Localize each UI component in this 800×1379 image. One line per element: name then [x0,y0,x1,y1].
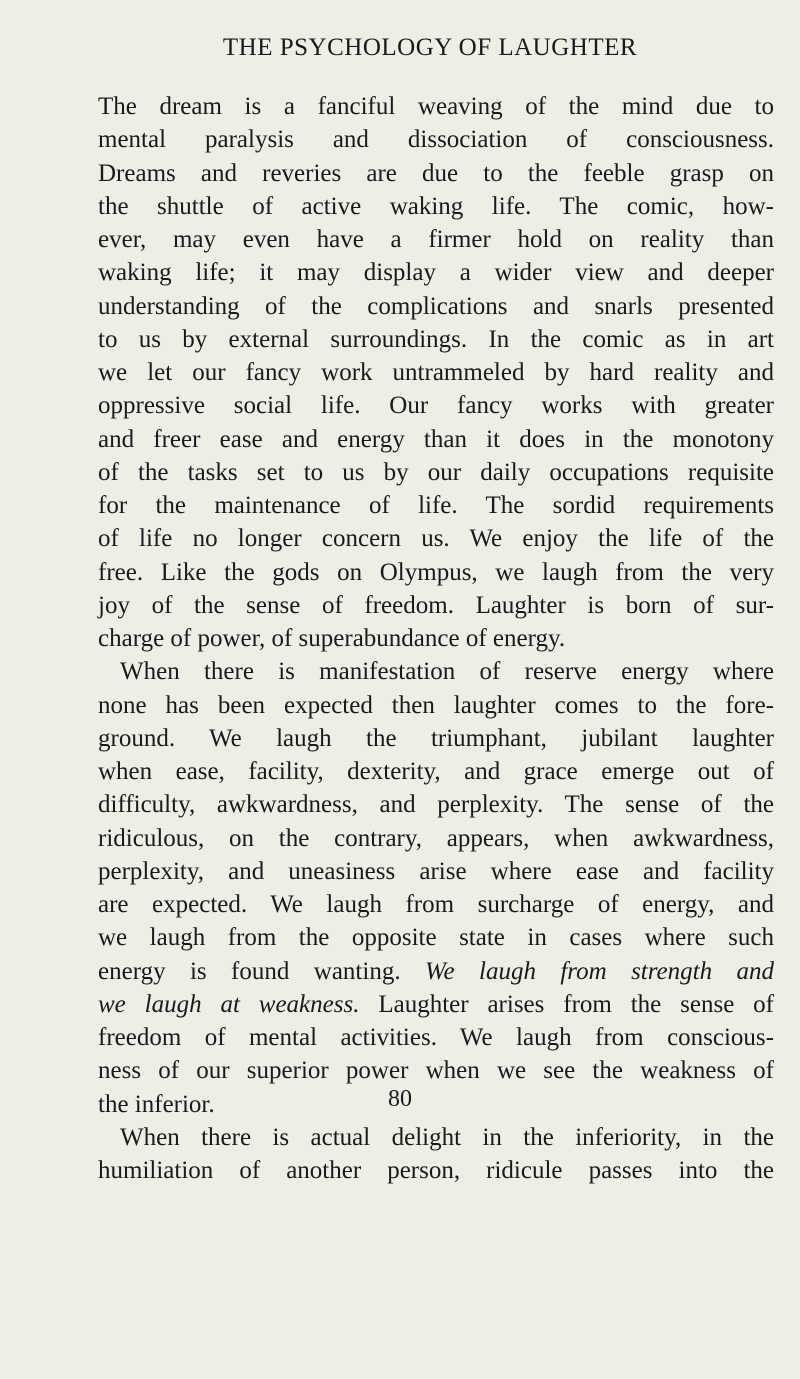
text-line: none has been expected then laughter comes to the fore- [98,691,774,719]
text-line: freedom of mental activities. We laugh from conscious- [98,1024,774,1051]
text-line: mental paralysis and dissociation of consciousness. [98,126,774,154]
text-line: Dreams and reveries are due to the feeble grasp on [98,159,774,187]
text-line: perplexity, and uneasiness arise where ease and facility [98,857,774,885]
text-line: free. Like the gods on Olympus, we laugh from the very [98,558,774,586]
text-line: ness of our superior power when we see the weakness of [98,1057,774,1085]
text-line: When there is manifestation of reserve energy where [120,658,774,686]
text-line: the inferior. [98,1090,215,1118]
text-line: the shuttle of active waking life. The comic, how- [98,192,774,220]
text-line: and freer ease and energy than it does in the monotony [98,425,774,453]
text-line: waking life; it may display a wider view and deeper [98,259,774,287]
text-line: are expected. We laugh from surcharge of energy, and [98,891,774,918]
text-line: when ease, facility, dexterity, and grace emerge out of [98,758,774,785]
text-line: charge of power, of superabundance of energy. [98,625,566,652]
text-line: When there is actual delight in the inferiority, in the [120,1123,774,1151]
text-line: ridiculous, on the contrary, appears, when awkwardness, [98,824,774,852]
body-text [98,90,774,1187]
text-line-mixed [98,988,774,1021]
running-head: THE PSYCHOLOGY OF LAUGHTER [222,34,638,61]
text-line: we laugh from the opposite state in cases where such [98,924,774,952]
italic-run: we laugh at weakness. [98,990,360,1018]
text-line: of the tasks set to us by our daily occupations requisite [98,458,774,486]
text-run: energy is found wanting. [98,957,401,985]
text-line: we let our fancy work untrammeled by hard reality and [98,359,774,386]
text-line: difficulty, awkwardness, and perplexity. The sense of the [98,791,774,819]
text-line: understanding of the complications and snarls presented [98,292,774,320]
text-line: joy of the sense of freedom. Laughter is born of sur- [98,591,774,619]
text-line: ever, may even have a firmer hold on reality than [98,226,774,253]
text-line-mixed [98,955,774,988]
text-line: The dream is a fanciful weaving of the mind due to [98,93,774,120]
italic-run: We laugh from strength and [424,957,774,985]
text-line: to us by external surroundings. In the comic as in art [98,325,774,353]
text-line: of life no longer concern us. We enjoy the life of the [98,525,774,553]
text-line: oppressive social life. Our fancy works with greater [98,392,774,420]
text-run: Laughter arises from the sense of [359,990,774,1018]
page-number: 80 [388,1086,412,1112]
text-line: for the maintenance of life. The sordid requirements [98,492,774,519]
text-line: humiliation of another person, ridicule passes into the [98,1157,774,1184]
text-line: ground. We laugh the triumphant, jubilant laughter [98,724,774,752]
